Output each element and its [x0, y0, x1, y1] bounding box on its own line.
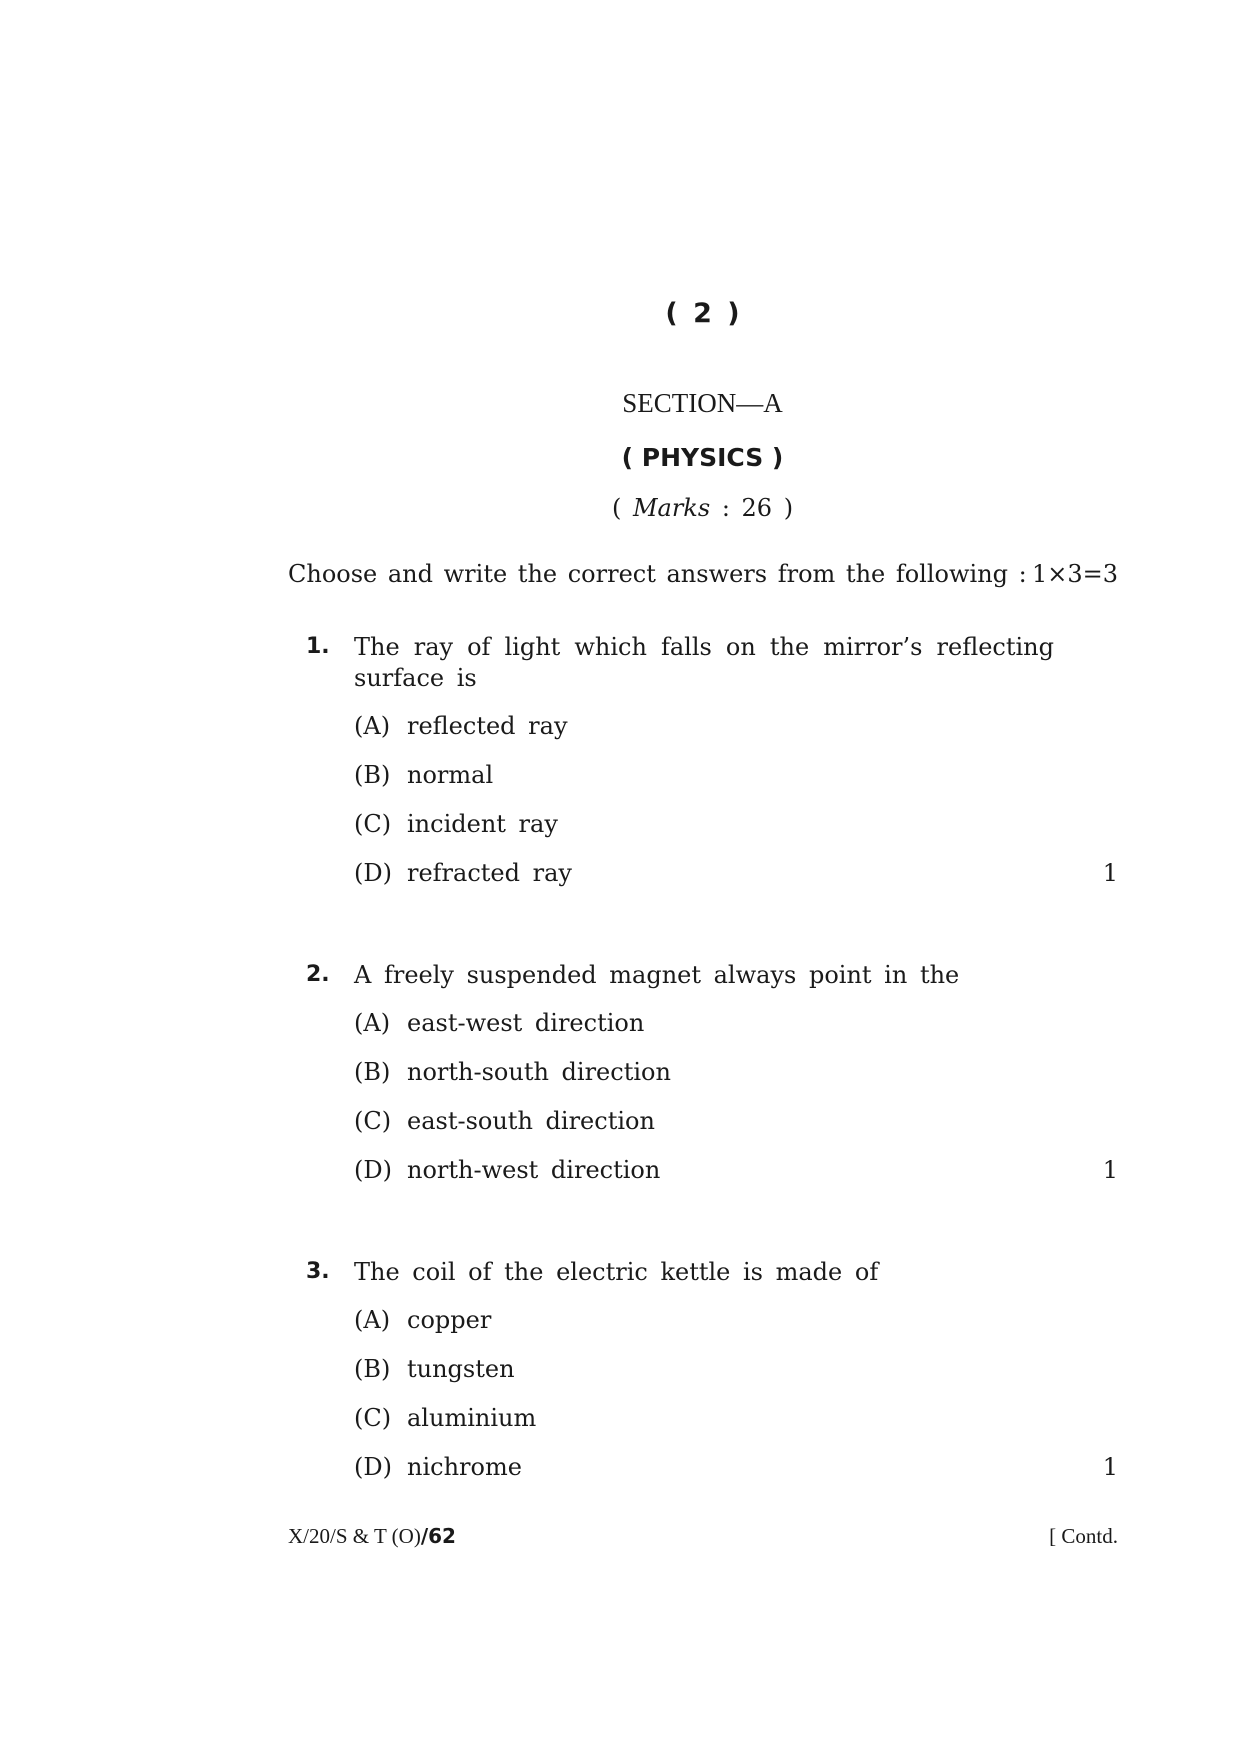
option-text: north-west direction	[407, 1156, 661, 1184]
option-label: (C)	[354, 810, 392, 838]
option-c	[354, 1107, 655, 1135]
option-d	[354, 1156, 660, 1184]
paper-code-number: /62	[420, 1524, 456, 1548]
option-d	[354, 1453, 522, 1481]
subject-title: ( PHYSICS )	[621, 443, 784, 472]
option-text: refracted ray	[407, 859, 572, 887]
marks-open: (	[611, 494, 622, 522]
option-text: reflected ray	[407, 712, 568, 740]
page-number: ( 2 )	[665, 298, 740, 329]
option-label: (D)	[354, 859, 392, 887]
option-text: east-south direction	[407, 1107, 655, 1135]
option-a	[354, 712, 568, 740]
option-label: (C)	[354, 1404, 392, 1432]
option-a	[354, 1306, 491, 1334]
option-label: (B)	[354, 761, 391, 789]
option-text: aluminium	[407, 1404, 537, 1432]
instruction-marks: 1×3=3	[1031, 560, 1118, 588]
paper-code	[288, 1524, 456, 1549]
question-number: 1.	[306, 634, 330, 659]
option-c	[354, 810, 558, 838]
option-label: (D)	[354, 1156, 392, 1184]
option-text: copper	[407, 1306, 492, 1334]
option-text: north-south direction	[407, 1058, 671, 1086]
question-text: The ray of light which falls on the mirror’s reflecting surface is	[354, 633, 1054, 692]
option-label: (D)	[354, 1453, 392, 1481]
marks-label: Marks	[632, 494, 711, 522]
option-label: (C)	[354, 1107, 392, 1135]
option-b	[354, 761, 493, 789]
continued-label: [ Contd.	[1049, 1524, 1118, 1548]
option-label: (A)	[354, 1306, 391, 1334]
option-c	[354, 1404, 536, 1432]
option-label: (B)	[354, 1355, 391, 1383]
option-label: (B)	[354, 1058, 391, 1086]
option-a	[354, 1009, 644, 1037]
option-label: (A)	[354, 712, 391, 740]
option-d	[354, 859, 572, 887]
marks-value: : 26 )	[721, 494, 794, 522]
option-text: nichrome	[407, 1453, 522, 1481]
question-number: 2.	[306, 962, 330, 987]
option-text: tungsten	[407, 1355, 515, 1383]
section-title: SECTION—A	[622, 388, 783, 418]
option-b	[354, 1355, 515, 1383]
question-number: 3.	[306, 1259, 330, 1284]
option-label: (A)	[354, 1009, 391, 1037]
question-marks: 1	[1102, 859, 1118, 887]
instruction-text: Choose and write the correct answers from the following :	[288, 560, 1027, 588]
option-text: east-west direction	[407, 1009, 645, 1037]
option-text: normal	[407, 761, 494, 789]
question-marks: 1	[1102, 1156, 1118, 1184]
total-marks	[0, 494, 1241, 522]
question-text: A freely suspended magnet always point in the	[354, 961, 960, 989]
question-text: The coil of the electric kettle is made of	[354, 1258, 879, 1286]
paper-code-text: X/20/S & T (O)	[288, 1524, 421, 1548]
question-marks: 1	[1102, 1453, 1118, 1481]
option-text: incident ray	[407, 810, 558, 838]
option-b	[354, 1058, 671, 1086]
